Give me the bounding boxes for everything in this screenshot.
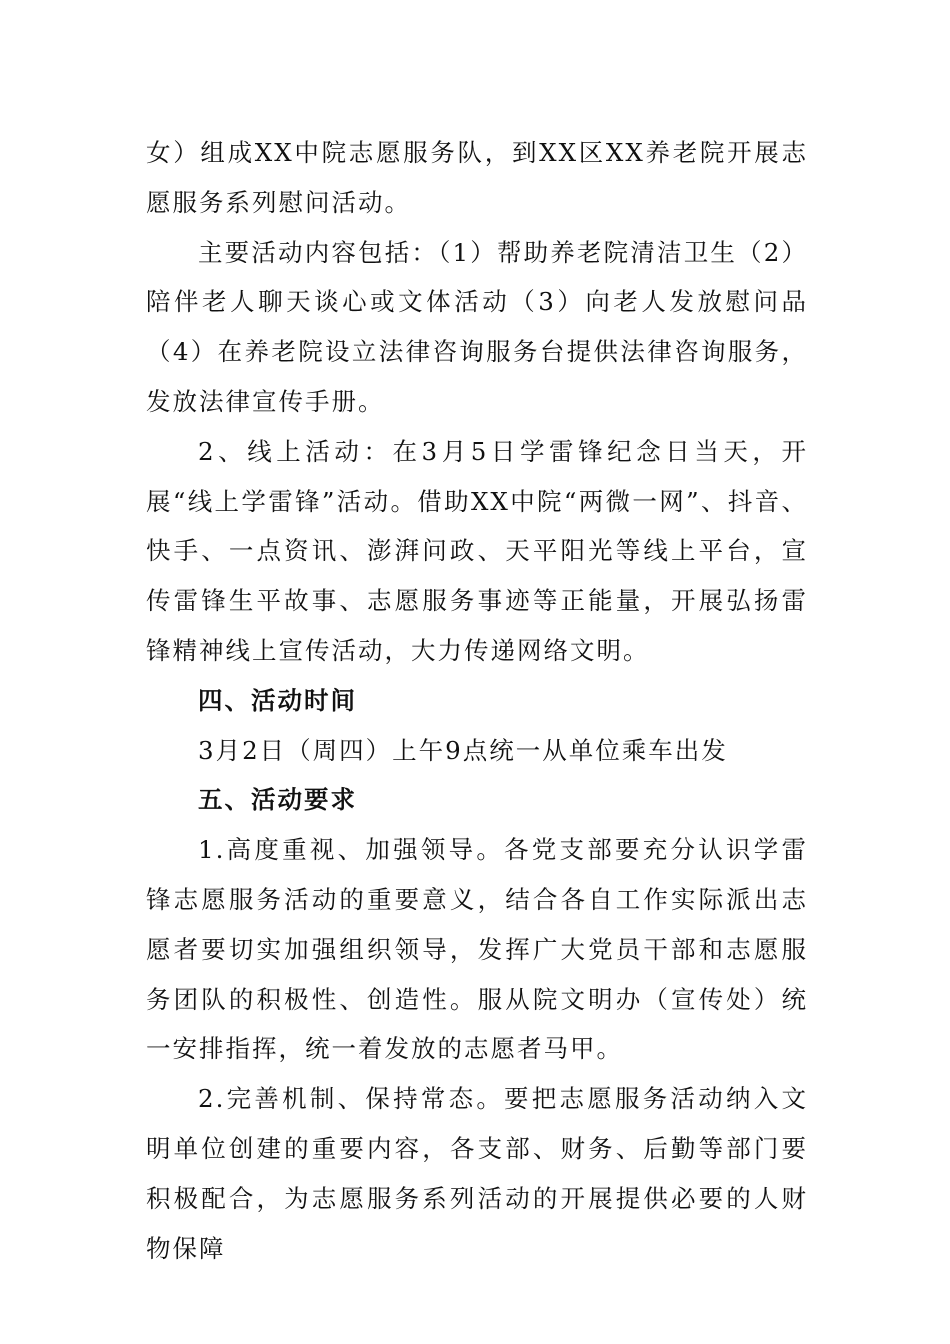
paragraph-activity-time: 3月2日（周四）上午9点统一从单位乘车出发 (198, 735, 728, 765)
paragraph-requirement-1: 1.高度重视、加强领导。各党支部要充分认识学雷锋志愿服务活动的重要意义，结合各自工作实际派出志愿者要切实加强组织领导，发挥广大党员干部和志愿服务团队的积极性、创造性。服从院文明办（宣传处）统一安排指挥，统一着发放的志愿者马甲。 (146, 835, 808, 1064)
paragraph-activity-content: 主要活动内容包括：（1）帮助养老院清洁卫生（2）陪伴老人聊天谈心或文体活动（3）向老人发放慰问品（4）在养老院设立法律咨询服务台提供法律咨询服务，发放法律宣传手册。 (146, 237, 808, 416)
paragraph-online-activity: 2、线上活动：在3月5日学雷锋纪念日当天，开展“线上学雷锋”活动。借助XX中院“两微一网”、抖音、快手、一点资讯、澎湃问政、天平阳光等线上平台，宣传雷锋生平故事、志愿服务事迹等正能量，开展弘扬雷锋精神线上宣传活动，大力传递网络文明。 (146, 436, 808, 665)
section-heading-activity-time: 四、活动时间 (198, 685, 357, 715)
paragraph-continuation: 女）组成XX中院志愿服务队，到XX区XX养老院开展志愿服务系列慰问活动。 (146, 138, 808, 217)
section-heading-activity-requirements: 五、活动要求 (198, 785, 357, 815)
paragraph-requirement-2: 2.完善机制、保持常态。要把志愿服务活动纳入文明单位创建的重要内容，各支部、财务、后勤等部门要积极配合，为志愿服务系列活动的开展提供必要的人财物保障 (146, 1084, 808, 1263)
document-body (146, 128, 808, 1273)
